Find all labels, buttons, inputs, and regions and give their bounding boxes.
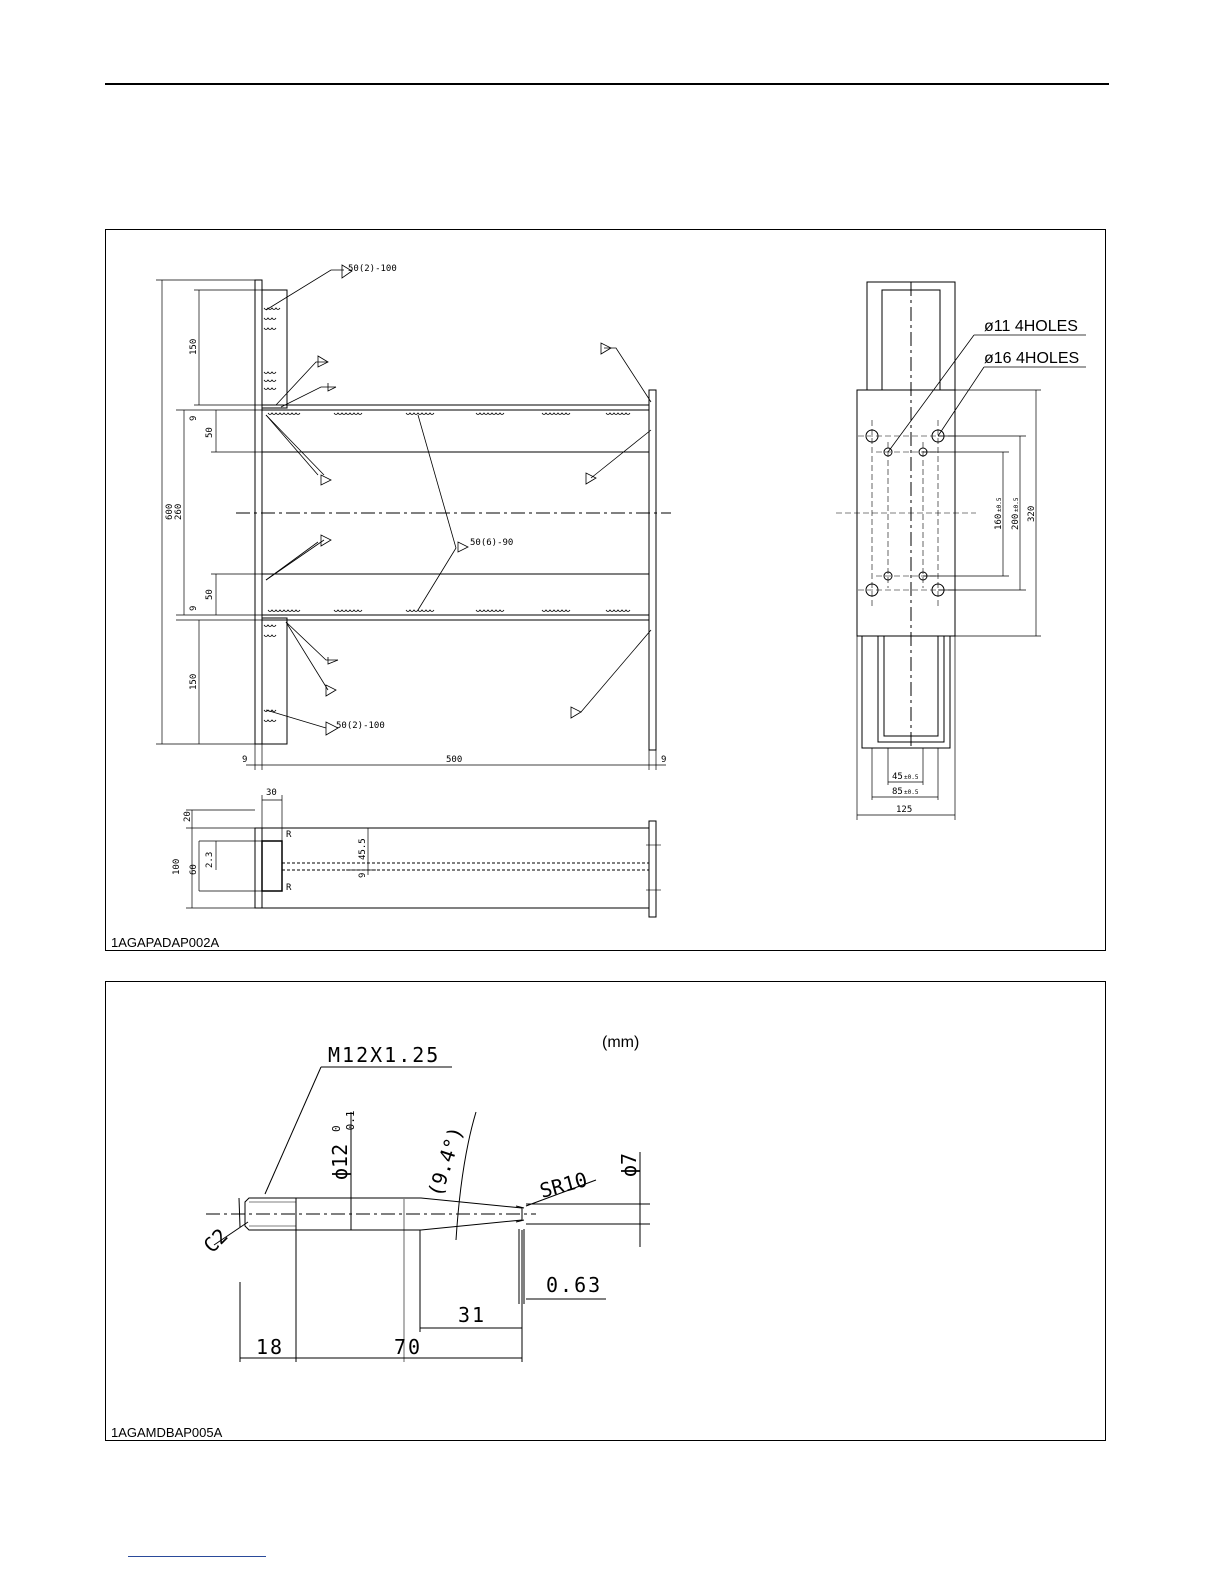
dia-main-label: ϕ12 xyxy=(328,1143,352,1180)
dim-50-top: 50 xyxy=(205,427,215,438)
dim-9-section: 9 xyxy=(358,872,368,878)
holes-large-label: ø16 4HOLES xyxy=(984,350,1080,367)
section-view xyxy=(172,788,661,917)
dim-30: 30 xyxy=(266,788,277,798)
shaft-len-label: 70 xyxy=(394,1335,423,1359)
stand-drawing xyxy=(106,230,1105,950)
dim-200: 200 xyxy=(1011,513,1021,530)
dim-100: 100 xyxy=(172,858,182,875)
figure-2-code: 1AGAMDBAP005A xyxy=(111,1425,223,1440)
angle-label: (9.4°) xyxy=(422,1123,469,1200)
front-view xyxy=(156,264,671,770)
dim-45-5: 45.5 xyxy=(358,838,368,860)
weld-label-top: 50(2)-100 xyxy=(348,264,397,274)
header-rule xyxy=(105,83,1109,85)
dim-9-left: 9 xyxy=(242,755,248,765)
dia-tip-label: ϕ7 xyxy=(617,1152,641,1177)
weld-label-middle: 50(6)-90 xyxy=(470,538,514,548)
taper-len-label: 31 xyxy=(458,1303,487,1327)
dim-9-top: 9 xyxy=(189,415,199,421)
dim-2-3: 2.3 xyxy=(205,851,215,868)
dim-320: 320 xyxy=(1027,505,1037,522)
figure-1-code: 1AGAPADAP002A xyxy=(111,935,220,950)
holes-small-label: ø11 4HOLES xyxy=(984,318,1078,335)
figure-1-panel xyxy=(105,229,1106,951)
tol-160: ±0.5 xyxy=(996,497,1003,512)
dim-150-bottom: 150 xyxy=(189,673,199,690)
dim-9-bottom: 9 xyxy=(189,605,199,611)
dim-20: 20 xyxy=(183,811,193,822)
thread-label: M12X1.25 xyxy=(328,1043,441,1067)
dim-600: 600 xyxy=(165,503,175,520)
unit-label: (mm) xyxy=(602,1034,640,1051)
tol-45: ±0.5 xyxy=(904,774,919,781)
footer-link-line xyxy=(128,1556,266,1557)
dim-9-right: 9 xyxy=(661,755,667,765)
dim-500: 500 xyxy=(446,755,463,765)
dim-125: 125 xyxy=(896,805,913,815)
side-view xyxy=(836,282,1086,820)
dim-160: 160 xyxy=(994,513,1004,530)
tip-gap-label: 0.63 xyxy=(546,1273,603,1297)
dim-260: 260 xyxy=(174,503,184,520)
dim-150-top: 150 xyxy=(189,338,199,355)
figure-2-panel xyxy=(105,981,1106,1441)
radius-label-bottom: R xyxy=(286,883,292,893)
sphere-label: SR10 xyxy=(537,1167,590,1203)
pin-outline xyxy=(206,1198,536,1230)
dim-50-bottom: 50 xyxy=(205,589,215,600)
weld-label-bottom: 50(2)-100 xyxy=(336,721,385,731)
chamfer-label: C2 xyxy=(198,1223,233,1258)
dim-60: 60 xyxy=(189,864,199,875)
tol-200: ±0.5 xyxy=(1013,497,1020,512)
dia-tol-lower: -0.1 xyxy=(344,1110,357,1137)
dim-85: 85 xyxy=(892,787,903,797)
dim-45: 45 xyxy=(892,772,903,782)
thread-len-label: 18 xyxy=(256,1335,285,1359)
dia-tol-upper: 0 xyxy=(330,1125,343,1132)
radius-label-top: R xyxy=(286,830,292,840)
tol-85: ±0.5 xyxy=(904,789,919,796)
